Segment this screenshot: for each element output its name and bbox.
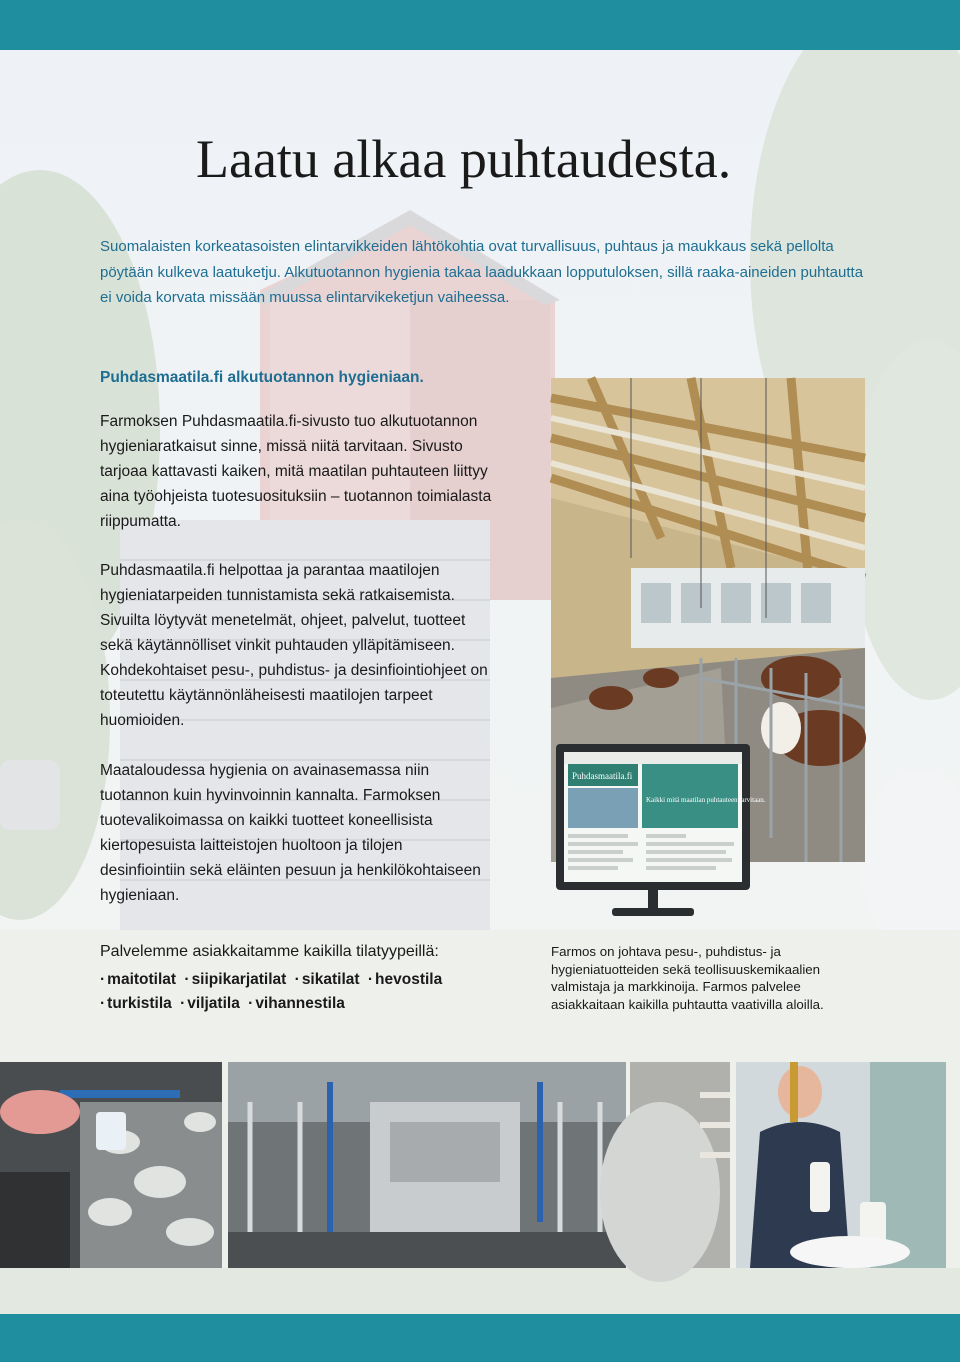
service-item: maitotilat — [107, 971, 177, 988]
monitor-site-name: Puhdasmaatila.fi — [572, 771, 633, 781]
bullet: · — [100, 995, 106, 1012]
page-title: Laatu alkaa puhtaudesta. — [196, 129, 732, 189]
service-item: sikatilat — [301, 971, 360, 988]
paragraph-benefits: Puhdasmaatila.fi helpottaa ja parantaa maatilojen hygieniatarpeiden tunnistamista sekä ratkaisemista. Sivuilta löytyvät menetelmät, ohjeet, palvelut, tuotteet sekä käytännölliset vinkit puhtauden ylläpitämiseen. Kohdekohtaiset pesu-, puhdistus- ja desinfiointiohjeet on toteutettu käytännönläheisesti maatilojen tarpeet huomioiden. — [100, 562, 488, 729]
bullet: · — [184, 971, 190, 988]
bullet: · — [180, 995, 186, 1012]
bullet: · — [367, 971, 374, 988]
website-monitor-image — [556, 744, 766, 920]
bullet: · — [100, 971, 106, 988]
services-title: Palvelemme asiakkaitamme kaikilla tilatyypeillä: — [100, 943, 439, 960]
intro-paragraph: Suomalaisten korkeatasoisten elintarvikkeiden lähtökohtia ovat turvallisuus, puhtaus ja maukkaus sekä pellolta pöytään kulkeva laatuketju. Alkutuotannon hygienia takaa laadukkaan lopputuloksen, sillä raaka-aineiden puhtautta ei voida korvata missään muussa elintarvikeketjun vaiheessa. — [100, 238, 864, 306]
service-item: hevostila — [375, 971, 443, 988]
paragraph-products: Maataloudessa hygienia on avainasemassa niin tuotannon kuin hyvinvoinnin kannalta. Farmoksen tuotevalikoimassa on kaikki tuotteet koneellisista kiertopesuista laitteistojen huoltoon ja tilojen desinfiointiin sekä eläinten pesuun ja henkilökohtaiseen hygieniaan. — [100, 762, 481, 904]
services-block — [100, 940, 540, 1016]
services-line-2 — [100, 992, 540, 1016]
service-item: turkistila — [107, 995, 172, 1012]
top-accent-bar — [0, 0, 960, 50]
photo-foam-cleaning — [0, 1062, 222, 1268]
bullet: · — [248, 995, 254, 1012]
paragraph-website: Farmoksen Puhdasmaatila.fi-sivusto tuo alkutuotannon hygieniaratkaisut sinne, missä niitä tarvitaan. Sivusto tarjoaa kattavasti kaiken, mitä maatilan puhtauteen liittyy aina työohjeista tuotesuosituksiin – tuotannon toimialasta riippumatta. — [100, 413, 492, 530]
service-item: siipikarjatilat — [191, 971, 287, 988]
photo-strip — [0, 1062, 946, 1268]
photo-hand-washing — [736, 1062, 946, 1268]
bottom-accent-bar — [0, 1314, 960, 1362]
bullet: · — [294, 971, 300, 988]
photo-milking-robot — [228, 1062, 626, 1268]
service-item: vihannestila — [255, 995, 345, 1012]
farmos-description: Farmos on johtava pesu-, puhdistus- ja hygieniatuotteiden sekä teollisuuskemikaalien valmistaja ja markkinoija. Farmos palvelee asiakkaitaan kaikilla puhtautta vaativilla aloilla. — [551, 944, 824, 1012]
services-line-1 — [100, 968, 540, 992]
monitor-banner-text: Kaikki mitä maatilan puhtauteen tarvitaan. — [646, 796, 766, 804]
service-item: viljatila — [187, 995, 240, 1012]
section-heading: Puhdasmaatila.fi alkutuotannon hygieniaan. — [100, 369, 424, 386]
